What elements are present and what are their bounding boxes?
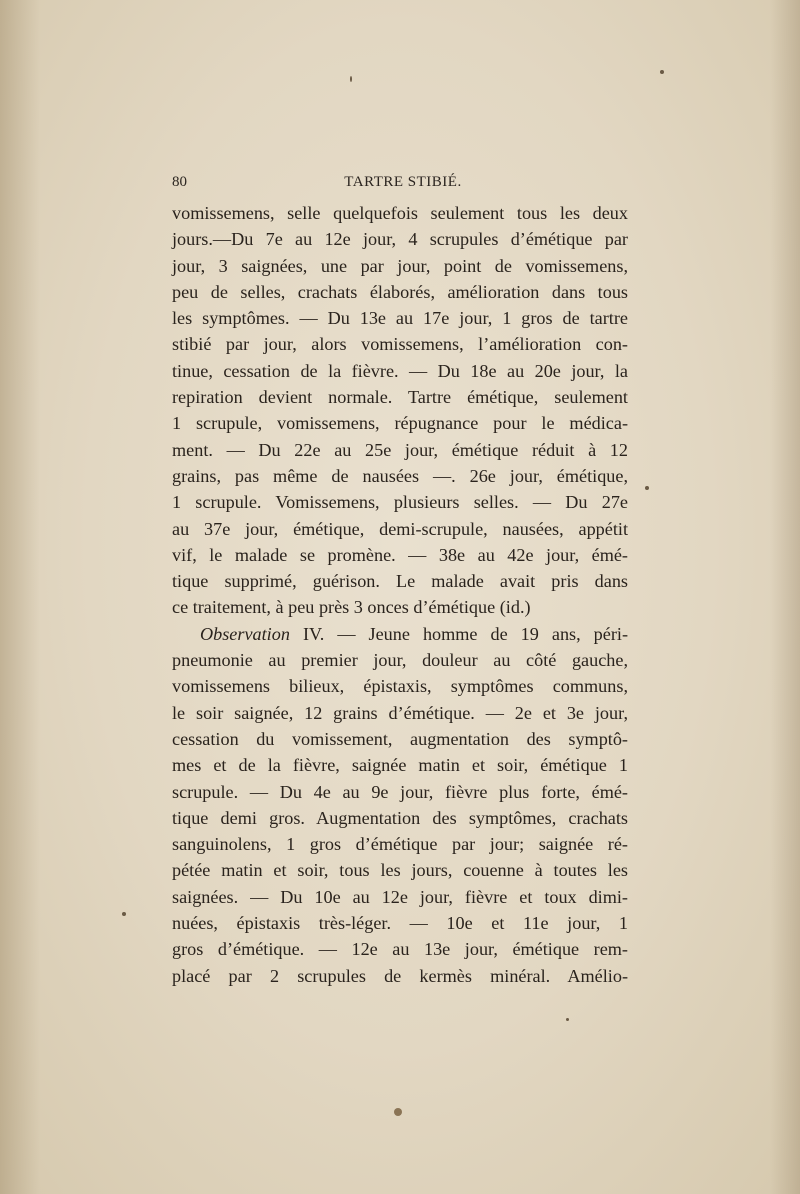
- page-header: [172, 174, 628, 198]
- text-line: vomissemens bilieux, épistaxis, symptômes communs,: [172, 676, 628, 697]
- text-line: jour, 3 saignées, une par jour, point de vomissemens,: [172, 255, 628, 276]
- text-line: nuées, épistaxis très-léger. — 10e et 11e jour, 1: [172, 913, 628, 934]
- text-line: placé par 2 scrupules de kermès minéral. Amélio-: [172, 965, 628, 986]
- text-line: repiration devient normale. Tartre émétique, seulement: [172, 387, 628, 408]
- text-line: peu de selles, crachats élaborés, amélioration dans tous: [172, 281, 628, 302]
- paper-speck: [566, 1018, 569, 1021]
- page-number: 80: [172, 174, 187, 190]
- observation-first-line: IV. — Jeune homme de 19 ans, péri-: [302, 623, 628, 644]
- text-line: saignées. — Du 10e au 12e jour, fièvre et toux dimi-: [172, 886, 628, 907]
- text-line: cessation du vomissement, augmentation des symptô-: [172, 728, 628, 749]
- text-line: tinue, cessation de la fièvre. — Du 18e au 20e jour, la: [172, 360, 628, 381]
- text-line: pétée matin et soir, tous les jours, couenne à toutes les: [172, 860, 628, 881]
- text-line: sanguinolens, 1 gros d’émétique par jour; saignée ré-: [172, 834, 628, 855]
- paper-speck: [394, 1108, 402, 1116]
- text-line: vif, le malade se promène. — 38e au 42e jour, émé-: [172, 544, 628, 565]
- text-line: vomissemens, selle quelquefois seulement tous les deux: [172, 203, 628, 223]
- body-text: [172, 200, 628, 989]
- paper-speck: [350, 76, 352, 82]
- text-line: scrupule. — Du 4e au 9e jour, fièvre plus forte, émé-: [172, 781, 628, 802]
- text-line: ment. — Du 22e au 25e jour, émétique réduit à 12: [172, 439, 628, 460]
- text-line: stibié par jour, alors vomissemens, l’amélioration con-: [172, 334, 628, 355]
- text-line: ce traitement, à peu près 3 onces d’émétique (id.): [172, 597, 531, 618]
- paper-speck: [660, 70, 664, 74]
- running-title: TARTRE STIBIÉ.: [344, 174, 462, 190]
- text-line: au 37e jour, émétique, demi-scrupule, nausées, appétit: [172, 518, 628, 539]
- text-line: le soir saignée, 12 grains d’émétique. — 2e et 3e jour,: [172, 702, 628, 723]
- text-line: 1 scrupule. Vomissemens, plusieurs selles. — Du 27e: [172, 492, 628, 513]
- text-line: tique supprimé, guérison. Le malade avait pris dans: [172, 571, 628, 592]
- text-line: grains, pas même de nausées —. 26e jour, émétique,: [172, 465, 628, 486]
- text-line: jours.—Du 7e au 12e jour, 4 scrupules d’émétique par: [172, 229, 628, 250]
- text-line: pneumonie au premier jour, douleur au côté gauche,: [172, 650, 628, 671]
- paper-speck: [645, 486, 649, 490]
- text-line: 1 scrupule, vomissemens, répugnance pour le médica-: [172, 413, 628, 434]
- text-line: mes et de la fièvre, saignée matin et soir, émétique 1: [172, 755, 628, 776]
- observation-label: Observation: [200, 623, 290, 644]
- text-line: les symptômes. — Du 13e au 17e jour, 1 gros de tartre: [172, 308, 628, 329]
- paper-speck: [122, 912, 126, 916]
- text-line: tique demi gros. Augmentation des symptômes, crachats: [172, 807, 628, 828]
- text-line: gros d’émétique. — 12e au 13e jour, émétique rem-: [172, 939, 628, 960]
- observation-heading-line: [172, 621, 628, 647]
